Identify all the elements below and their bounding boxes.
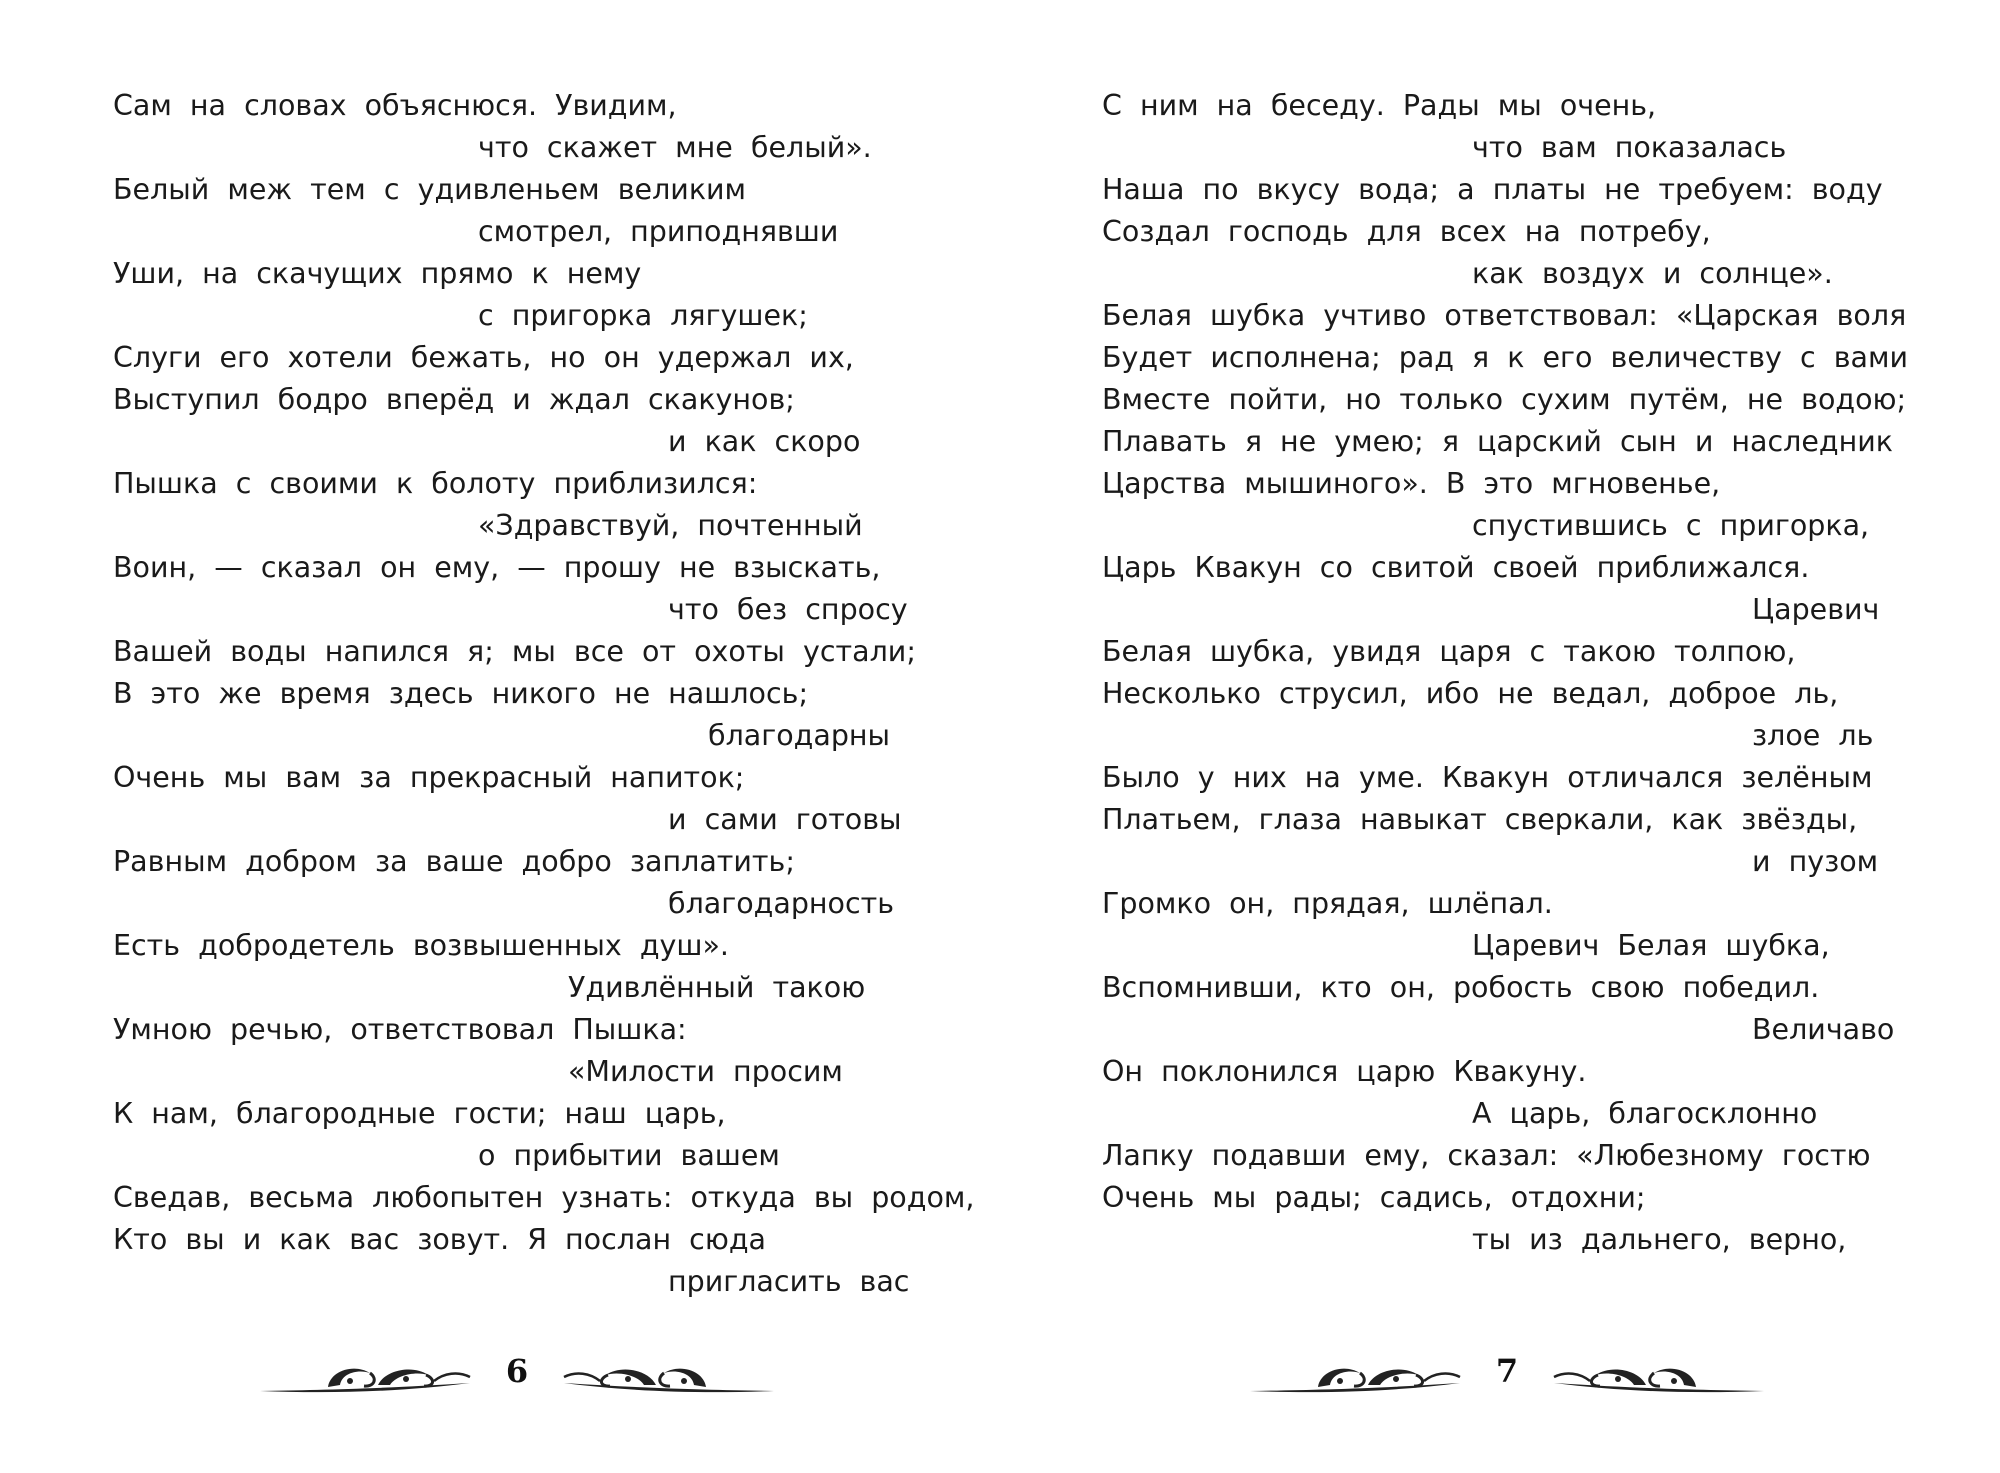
- verse-line: В это же время здесь никого не нашлось;: [113, 677, 809, 710]
- verse-line: Вашей воды напился я; мы все от охоты устали;: [113, 635, 916, 668]
- page-number: 6: [505, 1352, 529, 1390]
- verse-line: Царевич: [1752, 593, 1880, 626]
- verse-line: как воздух и солнце».: [1472, 257, 1833, 290]
- page-footer: [258, 1335, 778, 1407]
- verse-line: смотрел, приподнявши: [478, 215, 839, 248]
- verse-line: Слуги его хотели бежать, но он удержал их,: [113, 341, 854, 374]
- verse-line: Он поклонился царю Квакуну.: [1102, 1055, 1587, 1088]
- verse-line: Удивлённый такою: [568, 971, 866, 1004]
- verse-line: и как скоро: [668, 425, 861, 458]
- verse-line: Царевич Белая шубка,: [1472, 929, 1830, 962]
- verse-line: благодарны: [708, 719, 891, 752]
- poem-text: [1102, 85, 1962, 1261]
- verse-line: благодарность: [668, 887, 895, 920]
- verse-line: Выступил бодро вперёд и ждал скакунов;: [113, 383, 795, 416]
- verse-line: злое ль: [1752, 719, 1874, 752]
- verse-line: Громко он, прядая, шлёпал.: [1102, 887, 1553, 920]
- ornament-left-icon: [258, 1353, 476, 1397]
- verse-line: и пузом: [1752, 845, 1879, 878]
- verse-line: Несколько струсил, ибо не ведал, доброе ль,: [1102, 677, 1839, 710]
- ornament-right-icon: [1548, 1353, 1766, 1397]
- right-page: [1000, 0, 2000, 1473]
- verse-line: Плавать я не умею; я царский сын и наследник: [1102, 425, 1893, 458]
- verse-line: что без спросу: [668, 593, 908, 626]
- verse-line: что вам показалась: [1472, 131, 1787, 164]
- verse-line: Сам на словах объяснюся. Увидим,: [113, 89, 677, 122]
- page-footer: [1248, 1335, 1768, 1407]
- verse-line: Уши, на скачущих прямо к нему: [113, 257, 642, 290]
- verse-line: Царь Квакун со свитой своей приближался.: [1102, 551, 1810, 584]
- verse-line: Величаво: [1752, 1013, 1895, 1046]
- verse-line: Очень мы вам за прекрасный напиток;: [113, 761, 745, 794]
- verse-line: Вспомнивши, кто он, робость свою победил.: [1102, 971, 1820, 1004]
- poem-text: [113, 85, 975, 1303]
- verse-line: и сами готовы: [668, 803, 902, 836]
- verse-line: с пригорка лягушек;: [478, 299, 808, 332]
- verse-line: Будет исполнена; рад я к его величеству с вами: [1102, 341, 1908, 374]
- verse-line: Белая шубка учтиво ответствовал: «Царская воля: [1102, 299, 1907, 332]
- verse-line: Платьем, глаза навыкат сверкали, как звёзды,: [1102, 803, 1858, 836]
- verse-line: спустившись с пригорка,: [1472, 509, 1870, 542]
- verse-line: Царства мышиного». В это мгновенье,: [1102, 467, 1721, 500]
- verse-line: Белый меж тем с удивленьем великим: [113, 173, 747, 206]
- verse-line: Сведав, весьма любопытен узнать: откуда вы родом,: [113, 1181, 975, 1214]
- verse-line: пригласить вас: [668, 1265, 910, 1298]
- verse-line: Наша по вкусу вода; а платы не требуем: воду: [1102, 173, 1883, 206]
- verse-line: Кто вы и как вас зовут. Я послан сюда: [113, 1223, 766, 1256]
- verse-line: о прибытии вашем: [478, 1139, 780, 1172]
- verse-line: К нам, благородные гости; наш царь,: [113, 1097, 726, 1130]
- page-number: 7: [1495, 1352, 1519, 1390]
- verse-line: ты из дальнего, верно,: [1472, 1223, 1847, 1256]
- verse-line: что скажет мне белый».: [478, 131, 872, 164]
- verse-line: Воин, — сказал он ему, — прошу не взыскать,: [113, 551, 881, 584]
- verse-line: Очень мы рады; садись, отдохни;: [1102, 1181, 1646, 1214]
- verse-line: Умною речью, ответствовал Пышка:: [113, 1013, 687, 1046]
- ornament-left-icon: [1248, 1353, 1466, 1397]
- verse-line: С ним на беседу. Рады мы очень,: [1102, 89, 1657, 122]
- verse-line: Лапку подавши ему, сказал: «Любезному гостю: [1102, 1139, 1871, 1172]
- verse-line: Было у них на уме. Квакун отличался зелёным: [1102, 761, 1873, 794]
- verse-line: Равным добром за ваше добро заплатить;: [113, 845, 795, 878]
- verse-line: Белая шубка, увидя царя с такою толпою,: [1102, 635, 1796, 668]
- verse-line: Пышка с своими к болоту приблизился:: [113, 467, 758, 500]
- verse-line: «Милости просим: [568, 1055, 843, 1088]
- verse-line: Создал господь для всех на потребу,: [1102, 215, 1711, 248]
- ornament-right-icon: [558, 1353, 776, 1397]
- verse-line: «Здравствуй, почтенный: [478, 509, 863, 542]
- verse-line: Есть добродетель возвышенных душ».: [113, 929, 729, 962]
- verse-line: А царь, благосклонно: [1472, 1097, 1818, 1130]
- verse-line: Вместе пойти, но только сухим путём, не водою;: [1102, 383, 1907, 416]
